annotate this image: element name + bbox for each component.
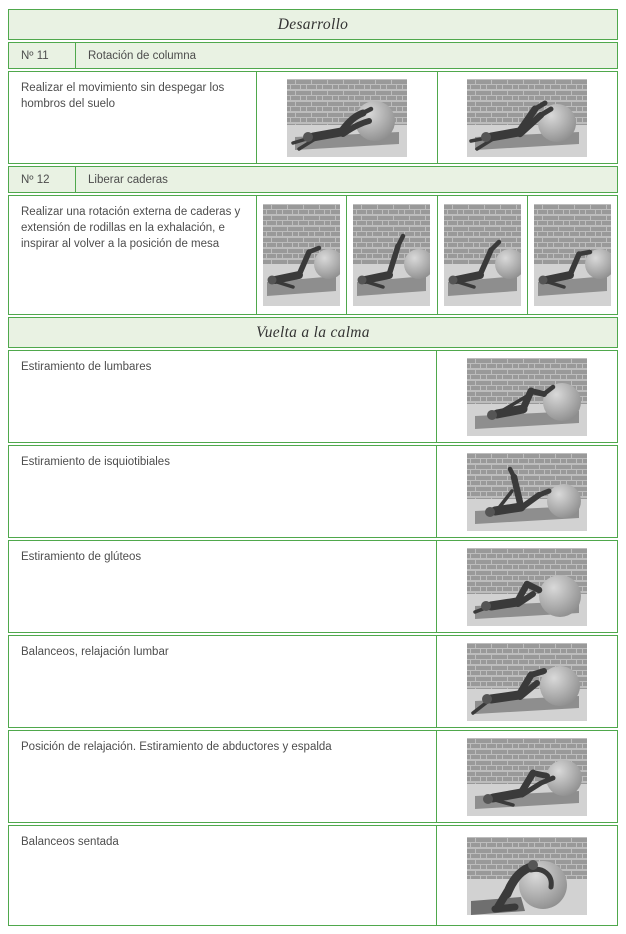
photo-cell <box>436 351 617 442</box>
photo-cell <box>436 636 617 727</box>
exercise-photo <box>467 738 587 816</box>
calm-row-balanceos-lumbar <box>8 635 618 728</box>
exercise-label-row-11 <box>8 42 618 69</box>
exercise-table <box>8 9 618 926</box>
calm-row-gluteos <box>8 540 618 633</box>
section-title: Vuelta a la calma <box>256 323 370 341</box>
exercise-detail-row-12 <box>8 195 618 315</box>
photo-cell <box>436 446 617 537</box>
exercise-photo <box>263 204 340 306</box>
photo-cell <box>256 72 437 163</box>
exercise-detail-row-11 <box>8 71 618 164</box>
exercise-photo <box>467 548 587 626</box>
calm-row-balanceos-sentada <box>8 825 618 926</box>
exercise-name: Rotación de columna <box>75 43 617 68</box>
exercise-photo <box>467 358 587 436</box>
calm-row-relajacion <box>8 730 618 823</box>
exercise-photo <box>287 79 407 157</box>
exercise-description: Posición de relajación. Estiramiento de abductores y espalda <box>21 741 332 753</box>
exercise-description: Realizar el movimiento sin despegar los hombros del suelo <box>21 82 225 110</box>
section-header-vuelta <box>8 317 618 348</box>
exercise-description: Estiramiento de lumbares <box>21 361 152 373</box>
exercise-photo <box>467 837 587 915</box>
exercise-photo <box>353 204 430 306</box>
exercise-photo <box>444 204 521 306</box>
photo-cell <box>346 196 436 314</box>
exercise-description: Realizar una rotación externa de caderas y extensión de rodillas en la exhalación, e inspirar al volver a la posición de mesa <box>21 206 241 250</box>
calm-row-isquiotibiales <box>8 445 618 538</box>
photo-cell <box>436 826 617 925</box>
section-title: Desarrollo <box>277 15 349 33</box>
exercise-description: Estiramiento de isquiotibiales <box>21 456 170 468</box>
calm-row-lumbares <box>8 350 618 443</box>
photo-cell <box>436 731 617 822</box>
section-header-desarrollo <box>8 9 618 40</box>
exercise-photo <box>467 643 587 721</box>
exercise-description: Estiramiento de glúteos <box>21 551 142 563</box>
exercise-photo <box>467 79 587 157</box>
exercise-number: Nº 11 <box>21 49 49 62</box>
exercise-number: Nº 12 <box>21 173 50 186</box>
photo-cell <box>437 196 527 314</box>
photo-cell <box>256 196 346 314</box>
exercise-description: Balanceos, relajación lumbar <box>21 646 169 658</box>
exercise-label-row-12 <box>8 166 618 193</box>
exercise-photo <box>534 204 611 306</box>
photo-cell <box>436 541 617 632</box>
photo-cell <box>437 72 618 163</box>
exercise-description: Balanceos sentada <box>21 836 119 848</box>
exercise-name: Liberar caderas <box>75 167 617 192</box>
exercise-photo <box>467 453 587 531</box>
photo-cell <box>527 196 617 314</box>
